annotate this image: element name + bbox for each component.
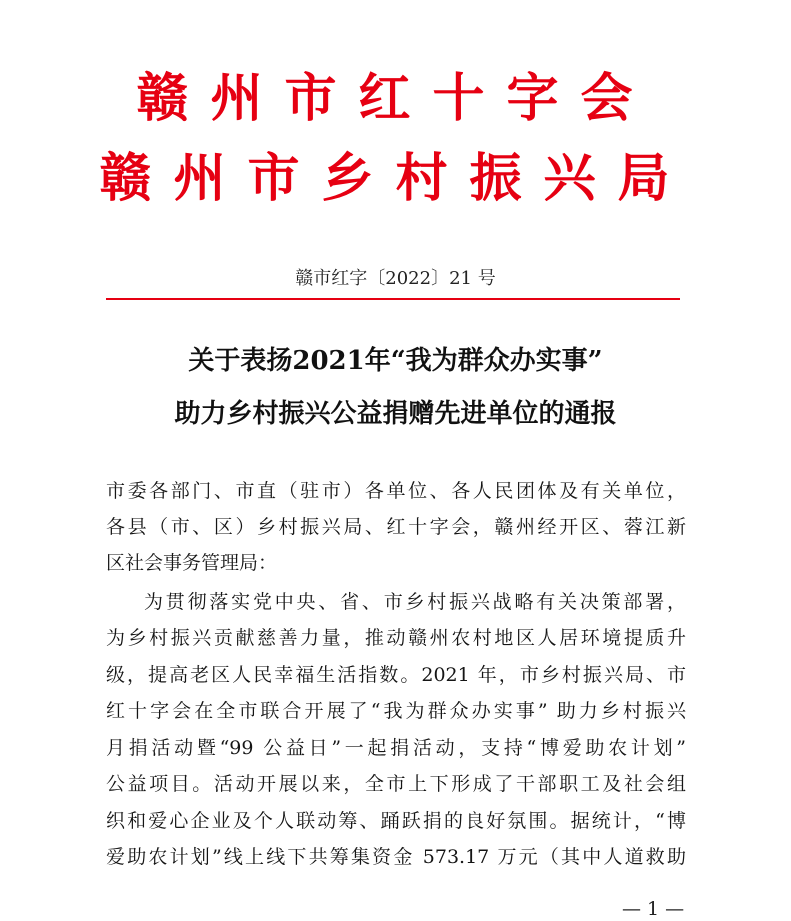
document-number: 赣市红字〔2022〕21 号: [295, 268, 496, 289]
body-line: 为贯彻落实党中央、省、市乡村振兴战略有关决策部署，: [144, 591, 686, 613]
body-line: 公益项目。活动开展以来，全市上下形成了干部职工及社会组: [106, 773, 686, 795]
issuer-name-rural-revitalization-bureau: 赣州市乡村振兴局: [99, 148, 692, 209]
body-line: 市委各部门、市直（驻市）各单位、各人民团体及有关单位，: [106, 480, 686, 502]
body-line: 织和爱心企业及个人联动筹、踊跃捐的良好氛围。据统计，“博: [106, 810, 686, 832]
page-number: — 1 —: [622, 898, 685, 920]
body-line: 月捐活动暨“99 公益日”一起捐活动，支持“博爱助农计划”: [106, 737, 686, 759]
issuer-name-red-cross: 赣州市红十字会: [136, 68, 655, 129]
body-line: 红十字会在全市联合开展了“我为群众办实事” 助力乡村振兴: [106, 700, 686, 722]
body-line: 级，提高老区人民幸福生活指数。2021 年，市乡村振兴局、市: [106, 664, 686, 686]
document-title-line-2: 助力乡村振兴公益捐赠先进单位的通报: [174, 399, 617, 429]
body-line: 爱助农计划”线上线下共筹集资金 573.17 万元（其中人道救助: [106, 846, 686, 868]
body-line: 各县（市、区）乡村振兴局、红十字会，赣州经开区、蓉江新: [106, 516, 686, 538]
body-line: 为乡村振兴贡献慈善力量，推动赣州农村地区人居环境提质升: [106, 627, 686, 649]
body-line: 区社会事务管理局：: [106, 552, 278, 574]
document-title-line-1: 关于表扬2021年“我为群众办实事”: [188, 346, 603, 376]
red-divider-line: [106, 298, 680, 300]
